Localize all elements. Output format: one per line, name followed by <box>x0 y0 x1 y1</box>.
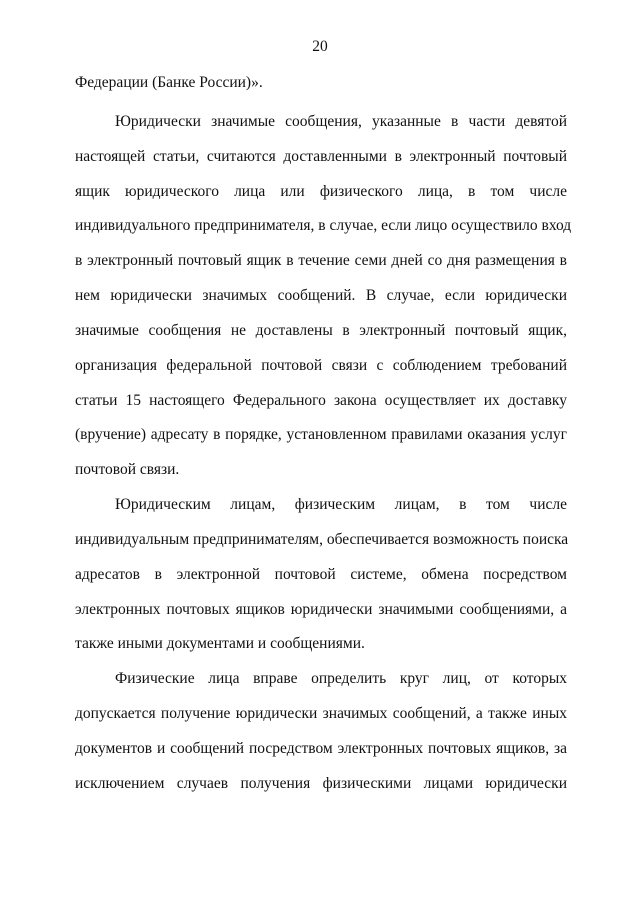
text-line: документов и сообщений посредством электронных почтовых ящиков, за <box>75 740 567 757</box>
paragraph-last-line: почтовой связи. <box>75 461 180 478</box>
text-line: (вручение) адресату в порядке, установленном правилами оказания услуг <box>75 426 567 443</box>
text-line: допускается получение юридически значимых сообщений, а также иных <box>75 705 567 722</box>
text-line: значимые сообщения не доставлены в электронный почтовый ящик, <box>75 322 567 339</box>
text-line: организация федеральной почтовой связи с соблюдением требований <box>75 357 567 374</box>
paragraph-last-line: также иными документами и сообщениями. <box>75 635 365 652</box>
text-line: индивидуальным предпринимателям, обеспечивается возможность поиска <box>75 531 569 548</box>
text-line: адресатов в электронной почтовой системе, обмена посредством <box>75 566 567 583</box>
text-line: в электронный почтовый ящик в течение семи дней со дня размещения в <box>75 252 567 269</box>
page-number: 20 <box>312 38 328 55</box>
paragraph-first-line: Физические лица вправе определить круг лиц, от которых <box>115 670 567 687</box>
text-line: индивидуального предпринимателя, в случае, если лицо осуществило вход <box>75 217 572 234</box>
text-line: настоящей статьи, считаются доставленными в электронный почтовый <box>75 148 567 165</box>
text-line: ящик юридического лица или физического лица, в том числе <box>75 183 567 200</box>
paragraph-first-line: Юридическим лицам, физическим лицам, в том числе <box>115 496 567 513</box>
text-line: исключением случаев получения физическими лицами юридически <box>75 775 567 792</box>
text-line: статьи 15 настоящего Федерального закона осуществляет их доставку <box>75 392 567 409</box>
paragraph-first-line: Юридически значимые сообщения, указанные в части девятой <box>115 113 567 130</box>
text-line: электронных почтовых ящиков юридически значимыми сообщениями, а <box>75 601 567 618</box>
text-line: нем юридически значимых сообщений. В случае, если юридически <box>75 287 567 304</box>
text-line: Федерации (Банке России)». <box>75 74 263 91</box>
